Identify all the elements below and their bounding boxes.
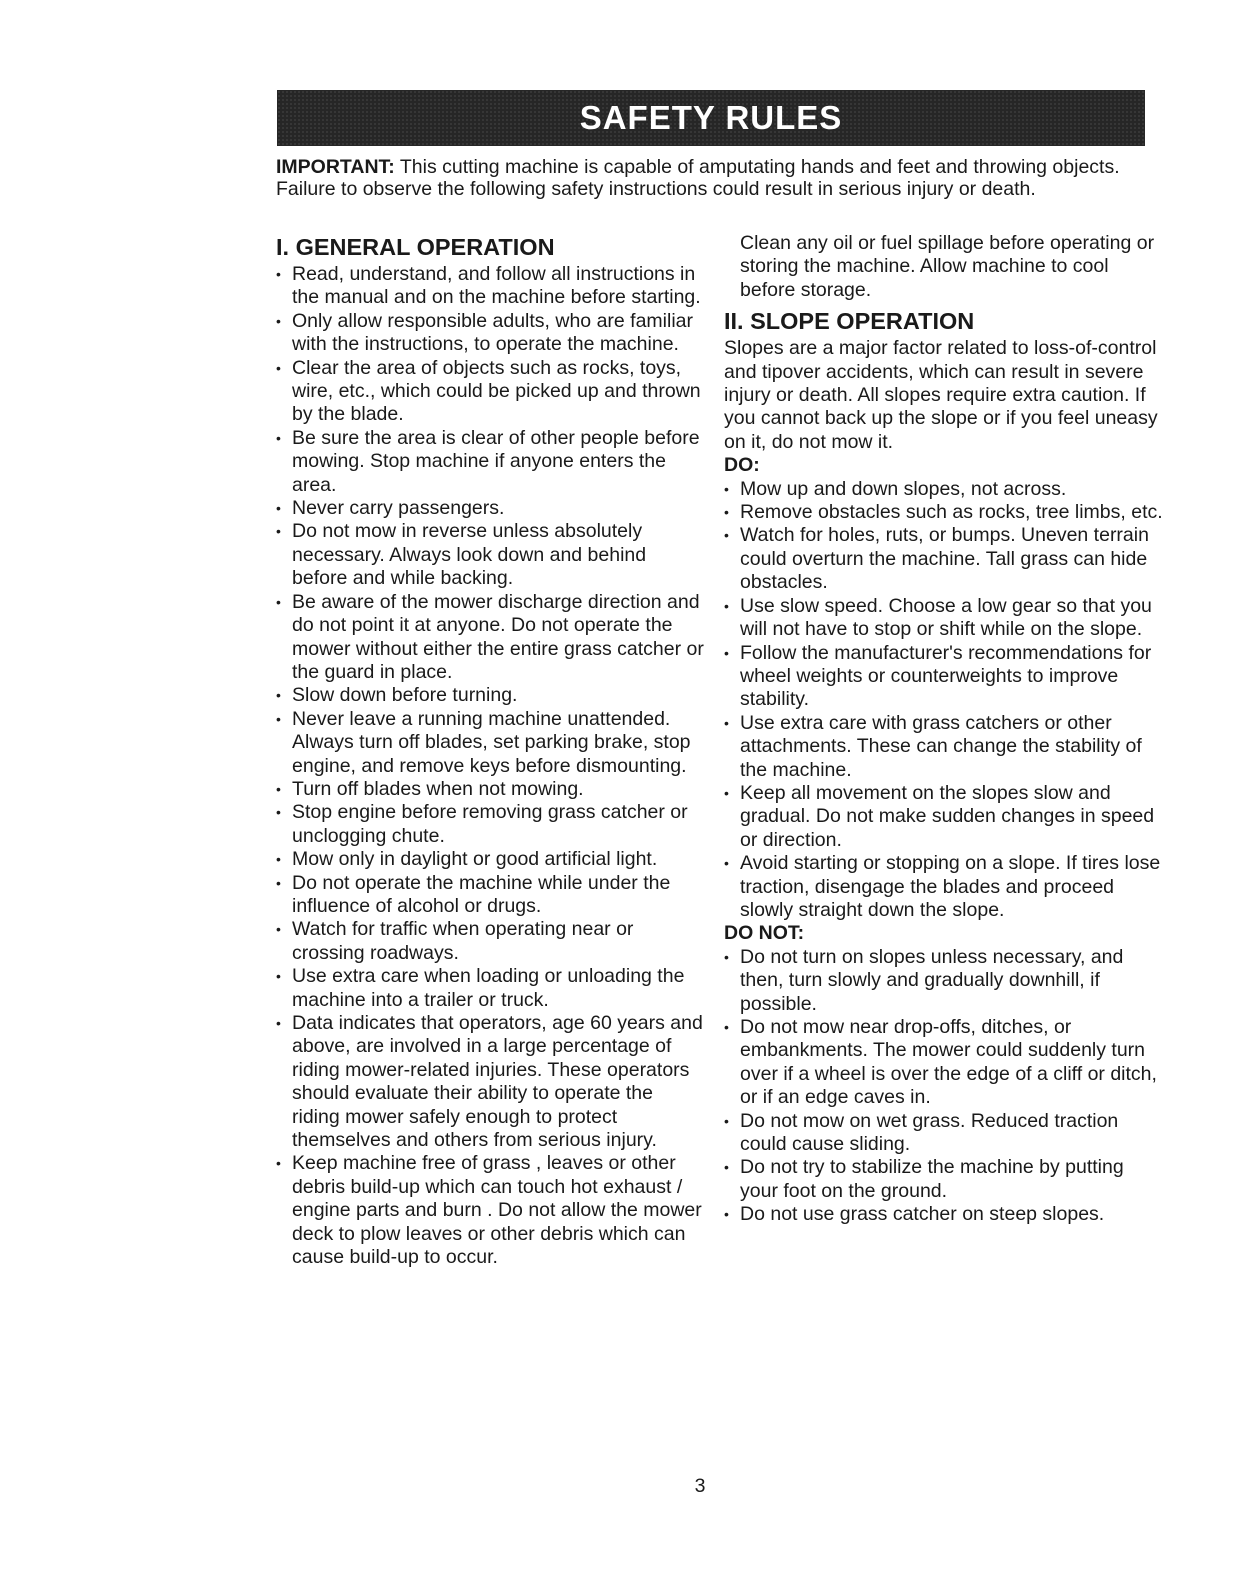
page-number: 3	[694, 1475, 706, 1497]
list-item: • Do not operate the machine while under the influence of alcohol or drugs.	[276, 872, 706, 919]
list-item: • Follow the manufacturer's recommendations for wheel weights or counterweights to improve stability.	[724, 642, 1164, 712]
list-item: • Data indicates that operators, age 60 years and above, are involved in a large percentage of riding mower-related injuries. These operators should evaluate their ability to operate the riding mower safely enough to protect themselves and others from serious injury.	[276, 1012, 706, 1152]
list-item: • Stop engine before removing grass catcher or unclogging chute.	[276, 801, 706, 848]
list-item: • Turn off blades when not mowing.	[276, 778, 706, 801]
list-item: • Mow only in daylight or good artificial light.	[276, 848, 706, 871]
general-continuation: Clean any oil or fuel spillage before operating or storing the machine. Allow machine to cool before storage.	[740, 232, 1155, 301]
do-not-label: DO NOT:	[724, 922, 805, 945]
list-item: • Slow down before turning.	[276, 684, 706, 707]
list-item: • Avoid starting or stopping on a slope. If tires lose traction, disengage the blades and proceed slowly straight down the slope.	[724, 852, 1164, 922]
header-banner	[277, 90, 1145, 146]
list-item: • Never leave a running machine unattended. Always turn off blades, set parking brake, stop engine, and remove keys before dismounting.	[276, 708, 706, 778]
list-item: • Only allow responsible adults, who are familiar with the instructions, to operate the machine.	[276, 310, 706, 357]
list-item: • Do not mow near drop-offs, ditches, or embankments. The mower could suddenly turn over if a wheel is over the edge of a cliff or ditch, or if an edge caves in.	[724, 1016, 1164, 1110]
list-item: • Watch for holes, ruts, or bumps. Uneven terrain could overturn the machine. Tall grass can hide obstacles.	[724, 524, 1164, 594]
list-item: • Be sure the area is clear of other people before mowing. Stop machine if anyone enters the area.	[276, 427, 706, 497]
list-item: • Watch for traffic when operating near or crossing roadways.	[276, 918, 706, 965]
list-item: • Do not try to stabilize the machine by putting your foot on the ground.	[724, 1156, 1164, 1203]
list-item: • Keep all movement on the slopes slow and gradual. Do not make sudden changes in speed or direction.	[724, 782, 1164, 852]
list-item: • Do not use grass catcher on steep slopes.	[724, 1203, 1164, 1226]
list-item: • Use slow speed. Choose a low gear so that you will not have to stop or shift while on the slope.	[724, 595, 1164, 642]
do-list	[724, 478, 1164, 923]
list-item: • Read, understand, and follow all instructions in the manual and on the machine before starting.	[276, 263, 706, 310]
list-item: • Clear the area of objects such as rocks, toys, wire, etc., which could be picked up and thrown by the blade.	[276, 357, 706, 427]
do-label: DO:	[724, 454, 760, 477]
list-item: • Use extra care when loading or unloading the machine into a trailer or truck.	[276, 965, 706, 1012]
list-item: • Never carry passengers.	[276, 497, 706, 520]
important-notice	[276, 156, 1146, 200]
general-rules-list	[276, 263, 706, 1269]
slope-intro: Slopes are a major factor related to loss-of-control and tipover accidents, which can result in severe injury or death. All slopes require extra caution. If you cannot back up the slope or if you feel uneasy on it, do not mow it.	[724, 337, 1158, 453]
list-item: • Mow up and down slopes, not across.	[724, 478, 1164, 501]
list-item: • Do not mow on wet grass. Reduced traction could cause sliding.	[724, 1110, 1164, 1157]
page-title: SAFETY RULES	[579, 99, 843, 136]
column-right	[724, 232, 1164, 1227]
section-title-general: I. GENERAL OPERATION	[276, 234, 555, 260]
column-left	[276, 232, 706, 1269]
list-item: • Keep machine free of grass , leaves or other debris build-up which can touch hot exhaust / engine parts and burn . Do not allow the mower deck to plow leaves or other debris which can cause build-up to occur.	[276, 1152, 706, 1269]
section-title-slope: II. SLOPE OPERATION	[724, 308, 975, 335]
list-item: • Use extra care with grass catchers or other attachments. These can change the stability of the machine.	[724, 712, 1164, 782]
important-text: This cutting machine is capable of amputating hands and feet and throwing objects. Failure to observe the following safety instructions could result in serious injury or death.	[276, 156, 1120, 200]
list-item: • Do not mow in reverse unless absolutely necessary. Always look down and behind before and while backing.	[276, 520, 706, 590]
list-item: • Be aware of the mower discharge direction and do not point it at anyone. Do not operate the mower without either the entire grass catcher or the guard in place.	[276, 591, 706, 685]
list-item: • Do not turn on slopes unless necessary, and then, turn slowly and gradually downhill, if possible.	[724, 946, 1164, 1016]
important-label: IMPORTANT:	[276, 156, 395, 178]
list-item: • Remove obstacles such as rocks, tree limbs, etc.	[724, 501, 1164, 524]
do-not-list	[724, 946, 1164, 1227]
